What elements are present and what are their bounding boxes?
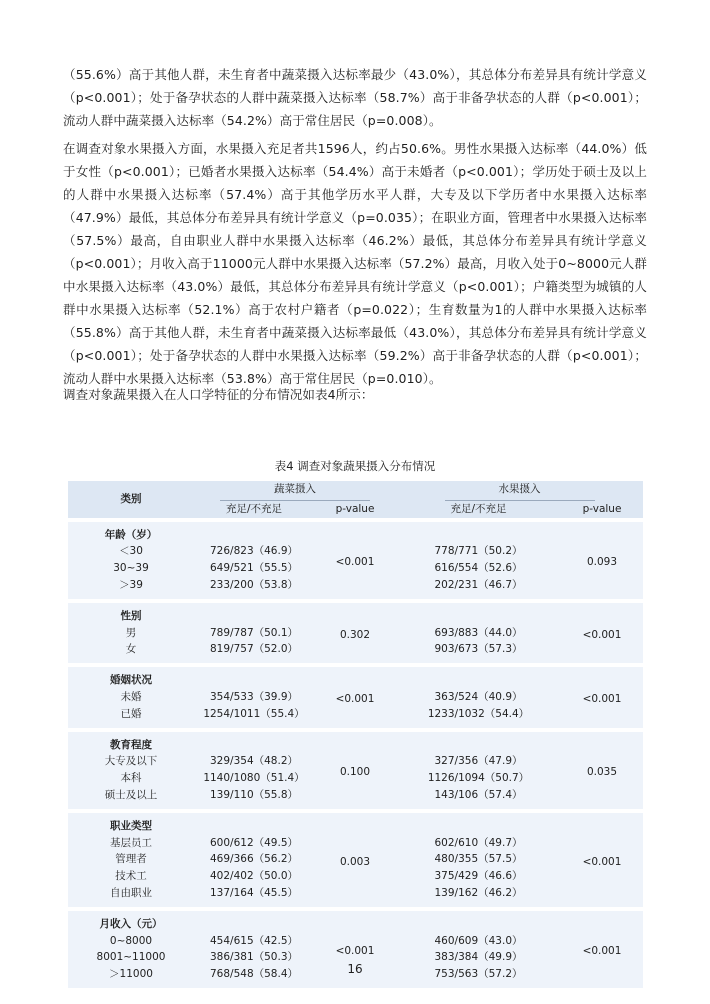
fruit-ratio: 202/231（46.7） — [396, 577, 561, 599]
veg-ratio: 1140/1080（51.4） — [194, 770, 314, 787]
row-label: ＞39 — [68, 577, 194, 599]
veg-ratio: 726/823（46.9） — [194, 543, 314, 560]
group-title: 月收入（元） — [68, 911, 194, 933]
table-group — [68, 522, 643, 599]
table-group-title-row — [68, 813, 643, 835]
veg-ratio: 402/402（50.0） — [194, 868, 314, 885]
veg-pvalue: <0.001 — [314, 911, 396, 988]
fruit-ratio: 363/524（40.9） — [396, 689, 561, 706]
header-fruit-ratio: 充足/不充足 — [396, 501, 561, 518]
fruit-pvalue: <0.001 — [561, 603, 643, 663]
paragraph-table-intro: 调查对象蔬果摄入在人口学特征的分布情况如表4所示： — [63, 387, 374, 402]
fruit-ratio: 139/162（46.2） — [396, 885, 561, 907]
row-label: 自由职业 — [68, 885, 194, 907]
fruit-ratio: 327/356（47.9） — [396, 753, 561, 770]
table-group-title-row — [68, 732, 643, 754]
veg-ratio: 789/787（50.1） — [194, 625, 314, 642]
table-group — [68, 813, 643, 907]
paragraph-vegetable-intake-end: （55.6%）高于其他人群，未生育者中蔬菜摄入达标率最少（43.0%），其总体分布差异具有统计学意义（p<0.001）；处于备孕状态的人群中蔬菜摄入达标率（58.7%）高于非备孕状态的人群（p<0.001）；流动人群中蔬菜摄入达标率（54.2%）高于常住居民（p=0.008）。 — [63, 67, 647, 128]
fruit-ratio: 383/384（49.9） — [396, 949, 561, 966]
fruit-ratio: 693/883（44.0） — [396, 625, 561, 642]
veg-ratio: 454/615（42.5） — [194, 933, 314, 950]
fruit-ratio: 480/355（57.5） — [396, 851, 561, 868]
fruit-ratio: 753/563（57.2） — [396, 966, 561, 988]
veg-pvalue: 0.302 — [314, 603, 396, 663]
fruit-ratio: 375/429（46.6） — [396, 868, 561, 885]
group-title: 职业类型 — [68, 813, 194, 835]
table-group — [68, 667, 643, 727]
fruit-pvalue: 0.035 — [561, 732, 643, 809]
page-number: 16 — [347, 962, 363, 976]
veg-ratio: 137/164（45.5） — [194, 885, 314, 907]
header-fruit-pvalue: p-value — [561, 501, 643, 518]
fruit-ratio: 903/673（57.3） — [396, 641, 561, 663]
table-group-title-row — [68, 603, 643, 625]
veg-ratio: 649/521（55.5） — [194, 560, 314, 577]
fruit-ratio: 1126/1094（50.7） — [396, 770, 561, 787]
fruit-pvalue: 0.093 — [561, 522, 643, 599]
row-label: 大专及以下 — [68, 753, 194, 770]
header-veg-ratio: 充足/不充足 — [194, 501, 314, 518]
fruit-ratio: 460/609（43.0） — [396, 933, 561, 950]
veg-pvalue: <0.001 — [314, 522, 396, 599]
table-group — [68, 732, 643, 809]
fruit-ratio: 778/771（50.2） — [396, 543, 561, 560]
veg-pvalue: <0.001 — [314, 667, 396, 727]
veg-ratio: 354/533（39.9） — [194, 689, 314, 706]
veg-ratio: 600/612（49.5） — [194, 835, 314, 852]
veg-ratio: 1254/1011（55.4） — [194, 706, 314, 728]
veg-ratio: 768/548（58.4） — [194, 966, 314, 988]
fruit-ratio: 143/106（57.4） — [396, 787, 561, 809]
veg-pvalue: 0.100 — [314, 732, 396, 809]
group-title: 年龄（岁） — [68, 522, 194, 544]
veg-ratio: 386/381（50.3） — [194, 949, 314, 966]
table-group-title-row — [68, 911, 643, 933]
paragraph-fruit-intake: 在调查对象水果摄入方面，水果摄入充足者共1596人，约占50.6%。男性水果摄入达标率（44.0%）低于女性（p<0.001）；已婚者水果摄入达标率（54.4%）高于未婚者（p<0.001）；学历处于硕士及以上的人群中水果摄入达标率（57.4%）高于其他学历水平人群，大专及以下学历者中水果摄入达标率（47.9%）最低，其总体分布差异具有统计学意义（p=0.035）；在职业方面，管理者中水果摄入达标率（57.5%）最高，自由职业人群中水果摄入达标率（46.2%）最低，其总体分布差异具有统计学意义（p<0.001）；月收入高于11000元人群中水果摄入达标率（57.2%）最高，月收入处于0~8000元人群中水果摄入达标率（43.0%）最低，其总体分布差异具有统计学意义（p<0.001）；户籍类型为城镇的人群中水果摄入达标率（52.1%）高于农村户籍者（p=0.022）；生育数量为1的人群中水果摄入达标率（55.8%）高于其他人群，未生育者中蔬菜摄入达标率最低（43.0%），其总体分布差异具有统计学意义（p<0.001）；处于备孕状态的人群中水果摄入达标率（59.2%）高于非备孕状态的人群（p<0.001）；流动人群中水果摄入达标率（53.8%）高于常住居民（p=0.010）。 — [63, 141, 647, 386]
row-label: 本科 — [68, 770, 194, 787]
header-vegetable-intake: 蔬菜摄入 — [194, 481, 396, 501]
header-fruit-intake: 水果摄入 — [396, 481, 643, 501]
row-label: 基层员工 — [68, 835, 194, 852]
row-label: 30~39 — [68, 560, 194, 577]
row-label: ＜30 — [68, 543, 194, 560]
row-label: 技术工 — [68, 868, 194, 885]
veg-ratio: 469/366（56.2） — [194, 851, 314, 868]
table-group-title-row — [68, 667, 643, 689]
row-label: ＞11000 — [68, 966, 194, 988]
fruit-pvalue: <0.001 — [561, 911, 643, 988]
veg-ratio: 233/200（53.8） — [194, 577, 314, 599]
row-label: 已婚 — [68, 706, 194, 728]
group-title: 性别 — [68, 603, 194, 625]
group-title: 婚姻状况 — [68, 667, 194, 689]
row-label: 8001~11000 — [68, 949, 194, 966]
fruit-ratio: 616/554（52.6） — [396, 560, 561, 577]
veg-ratio: 819/757（52.0） — [194, 641, 314, 663]
table-group — [68, 911, 643, 988]
row-label: 女 — [68, 641, 194, 663]
fruit-ratio: 1233/1032（54.4） — [396, 706, 561, 728]
header-veg-pvalue: p-value — [314, 501, 396, 518]
veg-pvalue: 0.003 — [314, 813, 396, 907]
table-caption: 表4 调查对象蔬果摄入分布情况 — [274, 459, 436, 473]
fruit-ratio: 602/610（49.7） — [396, 835, 561, 852]
row-label: 未婚 — [68, 689, 194, 706]
row-label: 管理者 — [68, 851, 194, 868]
row-label: 男 — [68, 625, 194, 642]
veg-ratio: 329/354（48.2） — [194, 753, 314, 770]
header-category: 类别 — [68, 481, 194, 518]
veg-ratio: 139/110（55.8） — [194, 787, 314, 809]
table-group — [68, 603, 643, 663]
table-group-title-row — [68, 522, 643, 544]
row-label: 硕士及以上 — [68, 787, 194, 809]
group-title: 教育程度 — [68, 732, 194, 754]
row-label: 0~8000 — [68, 933, 194, 950]
fruit-pvalue: <0.001 — [561, 667, 643, 727]
intake-distribution-table — [68, 481, 643, 988]
fruit-pvalue: <0.001 — [561, 813, 643, 907]
